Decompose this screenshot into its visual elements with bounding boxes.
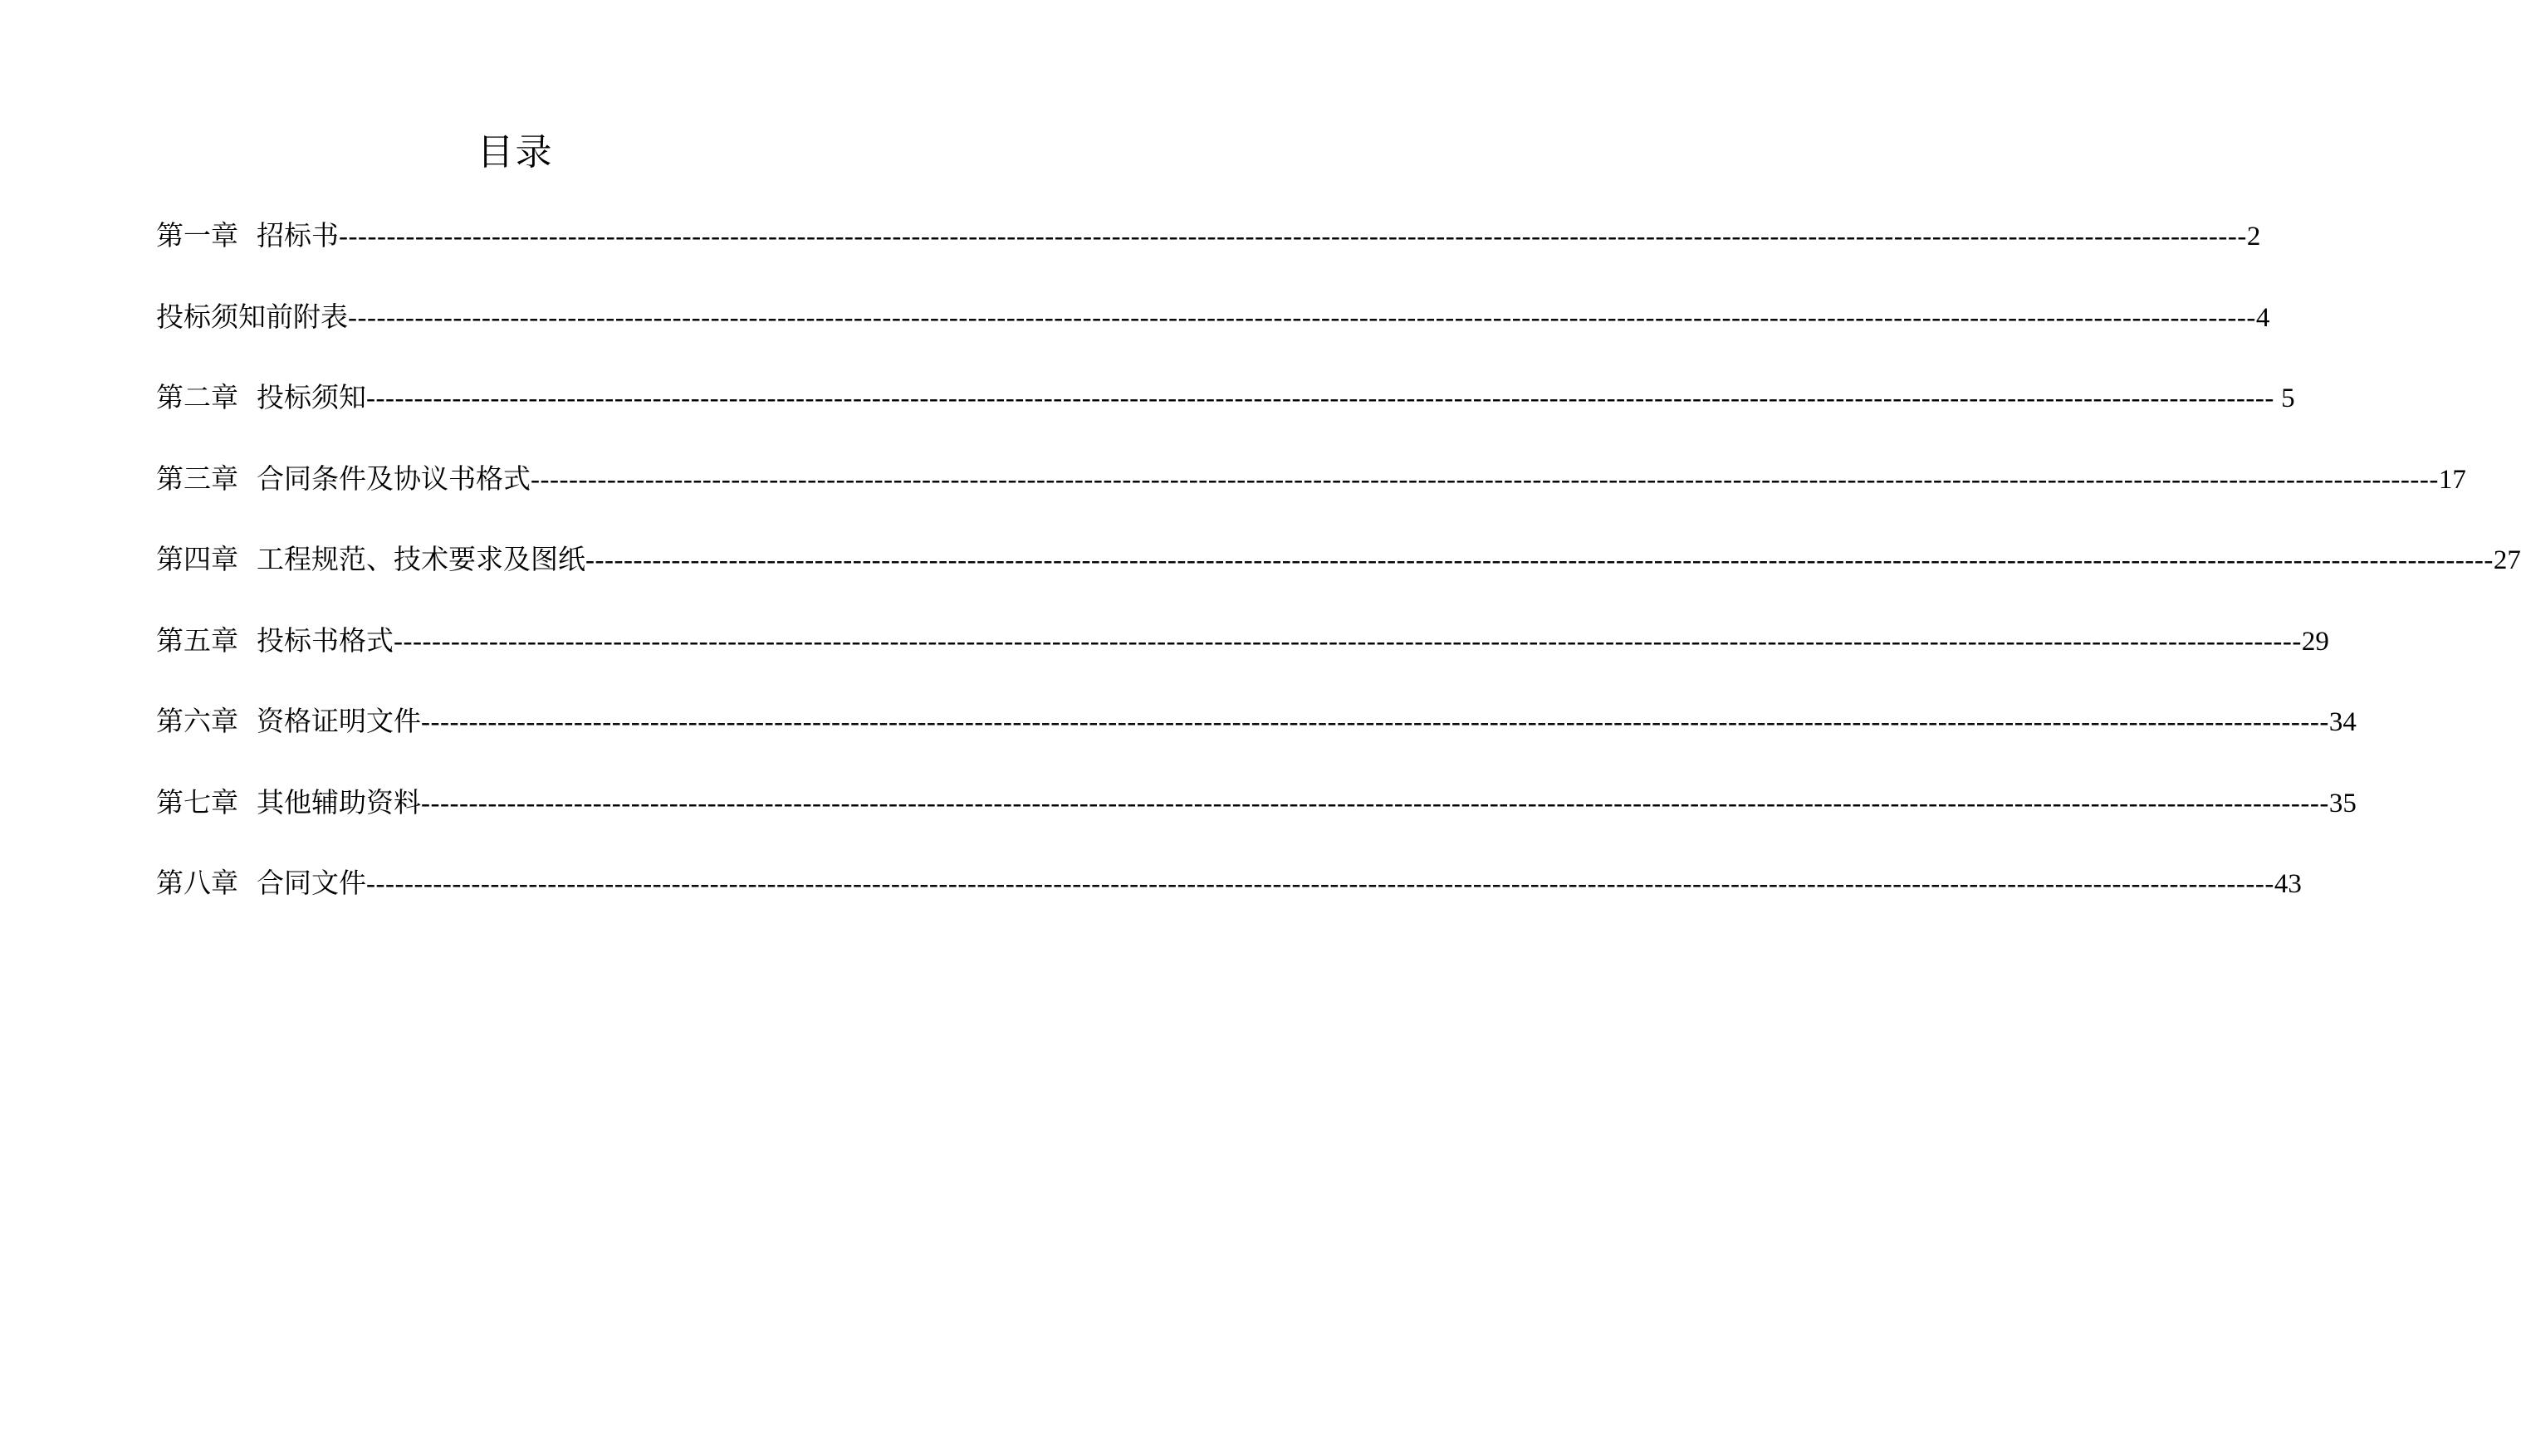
toc-leader: -------------------------------------------------------------------------------------------------------------------------------------------------------------------------------------------------------- bbox=[348, 302, 2256, 333]
toc-page-number: 17 bbox=[2438, 464, 2466, 495]
toc-title: 招标书 bbox=[257, 219, 339, 252]
toc-leader: -------------------------------------------------------------------------------------------------------------------------------------------------------------------------------------------------------- bbox=[366, 384, 2274, 413]
toc-title: 资格证明文件 bbox=[257, 705, 421, 737]
toc-page-number: 27 bbox=[2493, 545, 2521, 575]
toc-title: 工程规范、技术要求及图纸 bbox=[257, 543, 585, 575]
toc-leader: -------------------------------------------------------------------------------------------------------------------------------------------------------------------------------------------------------- bbox=[339, 222, 2247, 252]
toc-leader: -------------------------------------------------------------------------------------------------------------------------------------------------------------------------------------------------------- bbox=[366, 869, 2274, 899]
toc-chapter: 第一章 bbox=[156, 219, 238, 252]
toc-entry[interactable] bbox=[156, 454, 2466, 535]
toc-chapter: 第五章 bbox=[156, 623, 238, 657]
toc-chapter: 第六章 bbox=[156, 705, 238, 737]
toc-leader: -------------------------------------------------------------------------------------------------------------------------------------------------------------------------------------------------------- bbox=[394, 626, 2302, 657]
toc-title: 其他辅助资料 bbox=[257, 785, 421, 818]
toc-title: 合同文件 bbox=[257, 867, 366, 899]
toc-page-number: 2 bbox=[2246, 222, 2261, 252]
toc-title: 投标须知前附表 bbox=[156, 300, 348, 333]
table-of-contents bbox=[156, 211, 2521, 940]
toc-page-number: 34 bbox=[2328, 707, 2357, 737]
toc-chapter: 第二章 bbox=[156, 381, 238, 413]
toc-page-number: 35 bbox=[2328, 788, 2357, 818]
toc-page-number: 43 bbox=[2274, 869, 2302, 899]
toc-leader: -------------------------------------------------------------------------------------------------------------------------------------------------------------------------------------------------------- bbox=[531, 464, 2439, 495]
toc-entry[interactable] bbox=[156, 858, 2302, 940]
toc-chapter: 第七章 bbox=[156, 785, 238, 818]
page-title: 目录 bbox=[477, 131, 554, 173]
toc-page-number: 5 bbox=[2274, 384, 2295, 413]
toc-chapter: 第八章 bbox=[156, 867, 238, 899]
toc-entry[interactable] bbox=[156, 211, 2261, 292]
toc-title: 合同条件及协议书格式 bbox=[257, 462, 531, 495]
toc-leader: -------------------------------------------------------------------------------------------------------------------------------------------------------------------------------------------------------- bbox=[421, 788, 2329, 818]
toc-page-number: 4 bbox=[2255, 302, 2270, 333]
toc-page-number: 29 bbox=[2301, 626, 2329, 657]
toc-entry[interactable] bbox=[156, 778, 2357, 859]
toc-leader: -------------------------------------------------------------------------------------------------------------------------------------------------------------------------------------------------------- bbox=[421, 707, 2329, 737]
toc-entry[interactable] bbox=[156, 373, 2295, 454]
toc-title: 投标须知 bbox=[257, 381, 366, 413]
toc-entry[interactable] bbox=[156, 292, 2270, 374]
toc-chapter: 第四章 bbox=[156, 543, 238, 575]
toc-entry[interactable] bbox=[156, 535, 2521, 616]
toc-entry[interactable] bbox=[156, 696, 2357, 778]
toc-entry[interactable] bbox=[156, 616, 2329, 697]
toc-title: 投标书格式 bbox=[257, 623, 394, 657]
toc-chapter: 第三章 bbox=[156, 462, 238, 495]
toc-leader: -------------------------------------------------------------------------------------------------------------------------------------------------------------------------------------------------------- bbox=[585, 545, 2494, 575]
